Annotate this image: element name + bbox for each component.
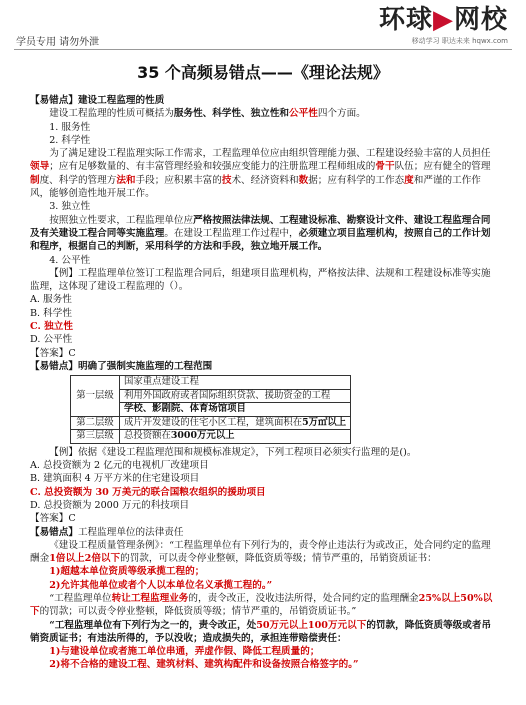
table-cell: 第一层级 xyxy=(71,376,120,417)
option-d: D. 总投资额为 2000 万元的科技项目 xyxy=(30,499,190,511)
table-cell: 第三层级 xyxy=(71,430,120,444)
list-item: 1. 服务性 xyxy=(49,121,91,133)
answer: 【答案】C xyxy=(30,513,76,525)
table-cell: 国家重点建设工程 xyxy=(120,376,351,390)
list-item: 4. 公平性 xyxy=(49,254,91,266)
document-body xyxy=(30,94,500,672)
page-header xyxy=(0,0,526,48)
list-item: 1)与建设单位或者施工单位串通，弄虚作假、降低工程质量的； xyxy=(49,646,320,658)
scope-table xyxy=(70,375,351,444)
option-c: C. 总投资额为 30 万美元的联合国粮农组织的援助项目 xyxy=(30,486,266,498)
list-item: 2. 科学性 xyxy=(49,134,91,146)
header-divider xyxy=(14,49,512,50)
list-item: 1)超越本单位资质等级承揽工程的； xyxy=(49,566,205,578)
play-icon: ▶ xyxy=(432,5,454,35)
brand-logo xyxy=(379,6,508,46)
option-a: A. 服务性 xyxy=(30,294,72,306)
table-cell: 利用外国政府或者国际组织贷款、援助资金的工程 xyxy=(120,389,351,403)
paragraph: 按照独立性要求，工程监理单位应严格按照法律法规、工程建设标准、勘察设计文件、建设工程监理合同及有关建设工程合同等实施监理。在建设工程监理工作过程中，必须建立项目监理机构，按照自己的工作计划和程序，根据自己的判断，采用科学的方法和手段，独立地开展工作。 xyxy=(30,214,491,253)
option-d: D. 公平性 xyxy=(30,334,73,346)
header-notice: 学员专用 请勿外泄 xyxy=(16,37,100,48)
section-heading: 【易错点】工程监理单位的法律责任 xyxy=(30,526,184,538)
answer: 【答案】C xyxy=(30,347,76,359)
option-c: C. 独立性 xyxy=(30,321,73,333)
paragraph: “工程监理单位转让工程监理业务的，责令改正，没收违法所得，处合同约定的监理酬金25%以上50%以下的罚款；可以责令停业整顿，降低资质等级；情节严重的，吊销资质证书。” xyxy=(30,593,493,618)
table-cell: 第二层级 xyxy=(71,416,120,430)
section-heading: 【易错点】建设工程监理的性质 xyxy=(30,95,165,106)
option-a: A. 总投资额为 2 亿元的电视机厂改建项目 xyxy=(30,460,209,472)
list-item: 3. 独立性 xyxy=(49,201,91,213)
paragraph: 《建设工程质量管理条例》：“工程监理单位有下列行为的，责令停止违法行为或改正，处合同约定的监理酬金1倍以上2倍以下的罚款，可以责令停业整顿，降低资质等级；情节严重的，吊销资质证书： xyxy=(30,539,491,565)
table-cell: 成片开发建设的住宅小区工程，建筑面积在5万㎡以上 xyxy=(120,416,351,430)
option-b: B. 科学性 xyxy=(30,307,72,319)
paragraph: “工程监理单位有下列行为之一的，责令改正，处50万元以上100万元以下的罚款，降低资质等级或者吊销资质证书；有违法所得的，予以没收；造成损失的，承担连带赔偿责任： xyxy=(30,619,492,644)
list-item: 2)将不合格的建设工程、建筑材料、建筑构配件和设备按照合格签字的。” xyxy=(49,659,359,671)
brand-name-2: 网校 xyxy=(453,5,508,35)
brand-tagline: 移动学习 职达未来 hqwx.com xyxy=(411,37,508,45)
section-heading: 【易错点】明确了强制实施监理的工程范围 xyxy=(30,360,213,372)
table-cell: 总投资额在3000万元以上 xyxy=(120,430,351,444)
option-b: B. 建筑面积 4 万平方米的住宅建设项目 xyxy=(30,473,200,485)
example-question: 【例】依据《建设工程监理范围和规模标准规定》，下列工程项目必须实行监理的是()。 xyxy=(49,446,417,458)
page-title: 35 个高频易错点——《理论法规》 xyxy=(137,63,389,82)
list-item: 2)允许其他单位或者个人以本单位名义承揽工程的。” xyxy=(49,579,273,591)
paragraph: 建设工程监理的性质可概括为服务性、科学性、独立性和公平性四个方面。 xyxy=(49,108,366,120)
paragraph: 为了满足建设工程监理实际工作需求，工程监理单位应由组织管理能力强、工程建设经验丰富的人员担任领导；应有足够数量的、有丰富管理经验和较强应变能力的注册监理工程师组成的骨干队伍；应有健全的管理制度、科学的管理方法和手段；应积累丰富的技术、经济资料和数据；应有科学的工作态度和严谨的工作作风，能够创造性地开展工作。 xyxy=(30,148,491,200)
example-question: 【例】工程监理单位签订工程监理合同后，组建项目监理机构，严格按法律、法规和工程建设标准等实施监理，这体现了建设工程监理的（）。 xyxy=(30,267,491,293)
brand-name-1: 环球 xyxy=(378,5,433,35)
table-cell: 学校、影剧院、体育场馆项目 xyxy=(120,403,351,417)
